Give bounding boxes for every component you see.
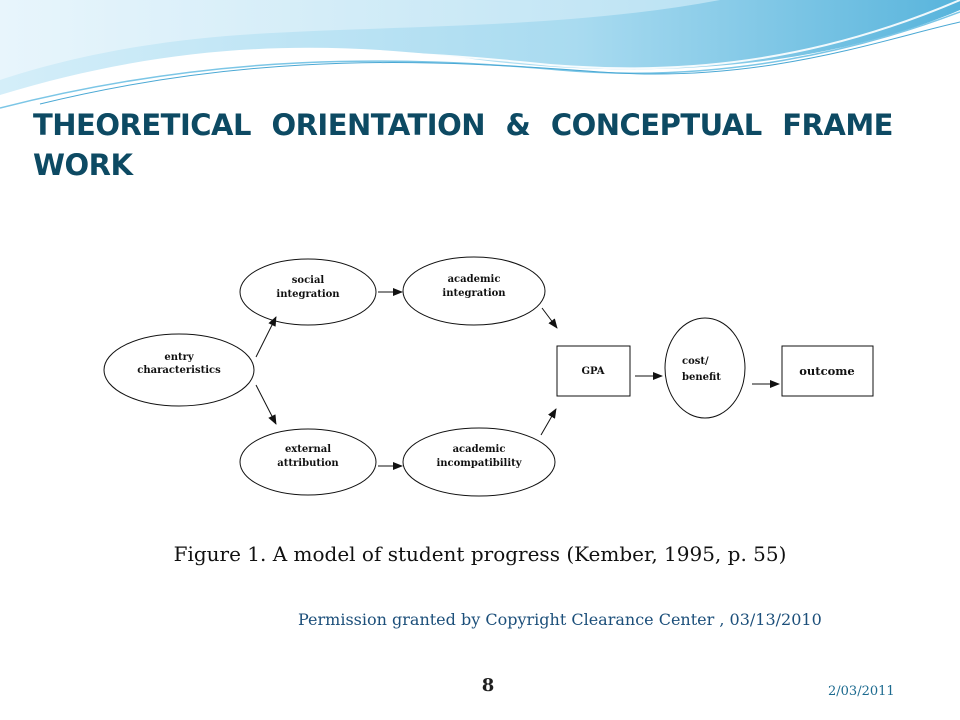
node-label-line: external [284, 444, 332, 455]
node-cost-benefit [665, 318, 745, 418]
arrow-academic-integration-to-gpa [542, 308, 557, 328]
arrow-entry-to-social [256, 317, 276, 357]
slide-title: THEORETICAL ORIENTATION & CONCEPTUAL FRAME WORK [33, 108, 893, 182]
node-label-line: GPA [581, 366, 605, 377]
svg-text:entry [164, 352, 195, 363]
permission-notice: Permission granted by Copyright Clearance Center , 03/13/2010 [298, 610, 822, 629]
arrow-academic-incompatibility-to-gpa [541, 409, 556, 435]
node-label-line: social [291, 275, 325, 286]
svg-text:integration [276, 289, 340, 300]
svg-text:cost/ [682, 356, 709, 367]
svg-text:academic [448, 274, 501, 285]
node-social-integration [240, 259, 376, 325]
svg-text:social [292, 275, 325, 286]
node-label-line: cost/ [682, 356, 709, 367]
svg-text:characteristics [137, 365, 221, 376]
svg-text:benefit [682, 372, 721, 383]
node-entry-characteristics [104, 334, 254, 406]
node-label-line: academic [447, 274, 501, 285]
page-number: 8 [481, 675, 495, 696]
node-label-line: integration [442, 288, 506, 299]
figure-caption: Figure 1. A model of student progress (Kember, 1995, p. 55) [173, 542, 787, 566]
node-label-line: entry [164, 352, 194, 363]
node-academic-integration [403, 257, 545, 325]
svg-text:incompatibility [436, 458, 522, 469]
node-label-line: characteristics [137, 365, 221, 376]
node-gpa [557, 346, 630, 396]
node-label-line: integration [276, 289, 340, 300]
node-outcome [782, 346, 873, 396]
node-label-line: attribution [277, 458, 339, 469]
node-label-line: benefit [682, 372, 721, 383]
svg-text:integration [442, 288, 506, 299]
node-academic-incompatibility [403, 428, 555, 496]
svg-text:external [285, 444, 331, 455]
slide-date: 2/03/2011 [828, 684, 895, 699]
svg-text:attribution [277, 458, 339, 469]
node-external-attribution [240, 429, 376, 495]
node-label-line: outcome [799, 364, 855, 378]
node-label-line: incompatibility [436, 458, 522, 469]
svg-text:academic [453, 444, 506, 455]
node-label-line: academic [452, 444, 506, 455]
arrow-entry-to-external [256, 385, 276, 424]
